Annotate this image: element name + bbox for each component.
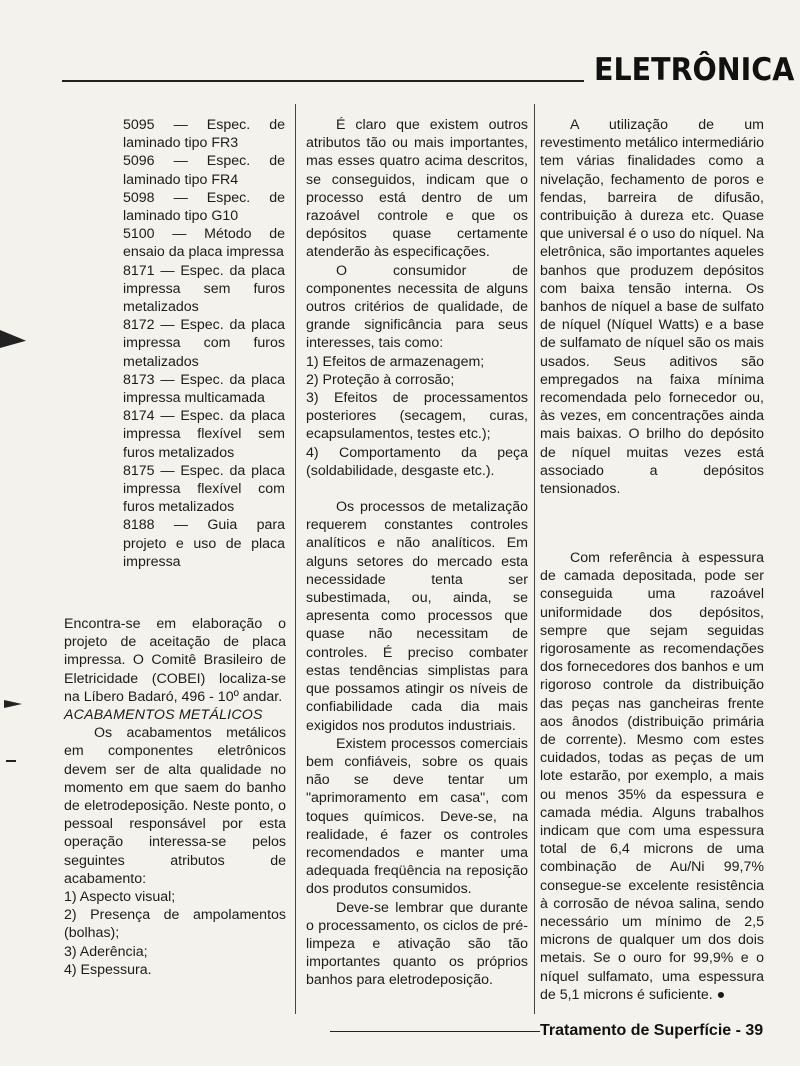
paragraph: Encontra-se em elaboração o projeto de aceitação de placa impressa. O Comitê Brasileiro de Eletricidade (COBEI) localiza-se na Líbero Badaró, 496 - 10º andar. [64,616,286,705]
column-3-lower [540,549,764,1004]
paragraph: Existem processos comerciais bem confiáveis, sobre os quais não se deve tentar um "aprimoramento em casa", com toques químicos. Deve-se, na realidade, é fazer os controles recomendados e manter uma adequada freqüência na reposição dos produtos consumidos. [306,735,528,898]
column-divider [295,104,296,1014]
list-item: 8173 — Espec. da placa impressa multicamada [123,371,285,407]
list-item: 8171 — Espec. da placa impressa sem furos metalizados [123,262,285,316]
paragraph: O consumidor de componentes necessita de alguns outros critérios de qualidade, de grande significância para seus interesses, tais como: [306,262,528,352]
list-item: 5096 — Espec. de laminado tipo FR4 [123,153,285,188]
list-item: 5095 — Espec. de laminado tipo FR3 [123,117,285,152]
paragraph: Com referência à espessura de camada depositada, pode ser conseguida uma razoável uniformidade dos depósitos, sempre que sejam seguidas rigorosamente as recomendações dos fornecedores dos banhos e um rigoroso controle da distribuição das peças nas gancheiras frente aos ânodos (distribuição primária de corrente). Mesmo com estes cuidados, todas as peças de um lote estarão, por exemplo, a mais ou menos 35% da espessura e camada média. Alguns trabalhos indicam que com uma espessura total de 6,4 microns de uma combinação de Au/Ni 99,7% consegue-se excelente resistência à corrosão de névoa salina, sendo necessário um mínimo de 2,5 microns de qualquer um dos dois metais. Se o ouro for 99,9% e o níquel sulfamato, uma espessura de 5,1 microns é suficiente. ● [540,550,764,1003]
column-2 [306,116,528,990]
section-heading: ACABAMENTOS METÁLICOS [64,707,263,724]
list-item: 3) Efeitos de processamentos posteriores (secagem, curas, ecapsulamentos, testes etc.); [306,390,528,443]
paragraph: Os processos de metalização requerem constantes controles analíticos e não analíticos. Em alguns setores do mercado esta necessidade tenta ser subestimada, ou, ainda, se apresenta como processos que quase não necessitam de controles. É preciso combater estas tendências simplistas para que possamos atingir os níveis de confiabilidade cada dia mais exigidos nos produtos industriais. [306,499,528,734]
list-item: 2) Presença de ampolamentos (bolhas); [64,907,286,942]
list-item: 4) Espessura. [64,961,152,978]
scan-mark [6,760,16,762]
paragraph: Deve-se lembrar que durante o processamento, os ciclos de pré-limpeza e ativação são tão importantes quanto os próprios banhos para eletrodeposição. [306,899,528,989]
section-title: ELETRÔNICA [594,52,795,88]
list-item: 5098 — Espec. de laminado tipo G10 [123,189,285,225]
paragraph: A utilização de um revestimento metálico intermediário tem várias finalidades como a nivelação, fechamento de poros e fendas, barreira de difusão, contribuição à dureza etc. Quase que universal é o uso do níquel. Na eletrônica, são importantes aqueles banhos que produzem depósitos com baixa tensão interna. Os banhos de níquel a base de sulfato de níquel (Níquel Watts) e a base de sulfamato de níquel são os mais usados. Seus aditivos são empregados na faixa mínima recomendada pelo fornecedor ou, às vezes, em concentrações ainda mais baixas. O brilho do depósito de níquel muitas vezes está associado a depósitos tensionados. [540,117,764,498]
list-item: 1) Efeitos de armazenagem; [306,353,485,370]
footer-rule [330,1031,540,1032]
paragraph: É claro que existem outros atributos tão ou mais importantes, mas esses quatro acima descritos, se conseguidos, indicam que o processo está dentro de um razoável controle e que os depósitos quase certamente atenderão às especificações. [306,117,528,261]
list-item: 8175 — Espec. da placa impressa flexível com furos metalizados [123,462,285,516]
column-divider [534,104,535,1014]
header-rule [62,80,584,82]
paragraph: Os acabamentos metálicos em componentes eletrônicos devem ser de alta qualidade no momento em que saem do banho de eletrodeposição. Neste ponto, o pessoal responsável por esta operação interessa-se pelos seguintes atributos de acabamento: [64,725,286,887]
list-item: 8188 — Guia para projeto e uso de placa impressa [123,517,285,570]
list-item: 8172 — Espec. da placa impressa com furos metalizados [123,317,285,370]
column-3 [540,116,764,498]
standards-list [123,116,285,571]
list-item: 3) Aderência; [64,943,148,960]
scan-mark [0,330,26,348]
list-item: 4) Comportamento da peça (soldabilidade, desgaste etc.). [306,444,528,479]
column-1-body [64,615,286,979]
scan-mark [4,700,22,708]
list-item: 2) Proteção à corrosão; [306,371,455,388]
list-item: 8174 — Espec. da placa impressa flexível sem furos metalizados [123,408,285,461]
list-item: 1) Aspecto visual; [64,889,176,906]
list-item: 5100 — Método de ensaio da placa impressa [123,226,285,261]
page-footer: Tratamento de Superfície - 39 [540,1022,764,1039]
